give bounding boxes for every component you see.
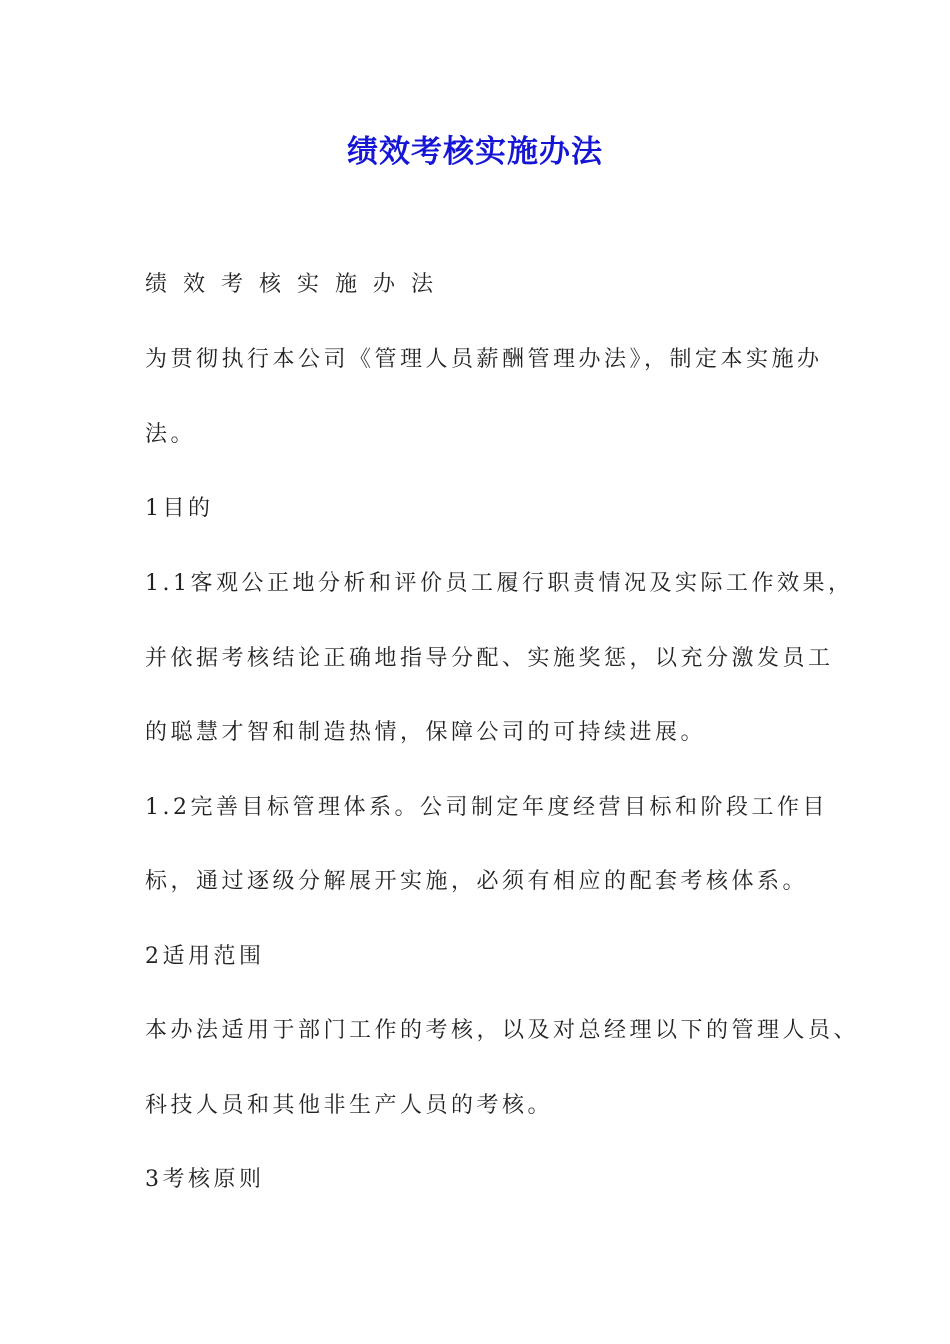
paragraph-line: 本办法适用于部门工作的考核，以及对总经理以下的管理人员、 — [145, 1018, 860, 1043]
section-heading: 3考核原则 — [145, 1167, 265, 1192]
paragraph-line: 科技人员和其他非生产人员的考核。 — [145, 1093, 554, 1118]
subtitle-line: 绩效考核实施办法 — [145, 272, 450, 297]
paragraph-line: 标，通过逐级分解展开实施，必须有相应的配套考核体系。 — [145, 869, 809, 894]
paragraph-line: 的聪慧才智和制造热情，保障公司的可持续进展。 — [145, 720, 707, 745]
paragraph-line: 1.2完善目标管理体系。公司制定年度经营目标和阶段工作目 — [145, 795, 828, 820]
paragraph-line: 1.1客观公正地分析和评价员工履行职责情况及实际工作效果， — [145, 571, 854, 596]
paragraph-line: 并依据考核结论正确地指导分配、实施奖惩，以充分激发员工 — [145, 646, 834, 671]
section-heading: 1目的 — [145, 496, 214, 521]
page-title: 绩效考核实施办法 — [347, 134, 603, 170]
paragraph-line: 为贯彻执行本公司《管理人员薪酬管理办法》，制定本实施办 — [145, 347, 823, 372]
section-heading: 2适用范围 — [145, 944, 265, 969]
paragraph-line: 法。 — [145, 422, 197, 447]
